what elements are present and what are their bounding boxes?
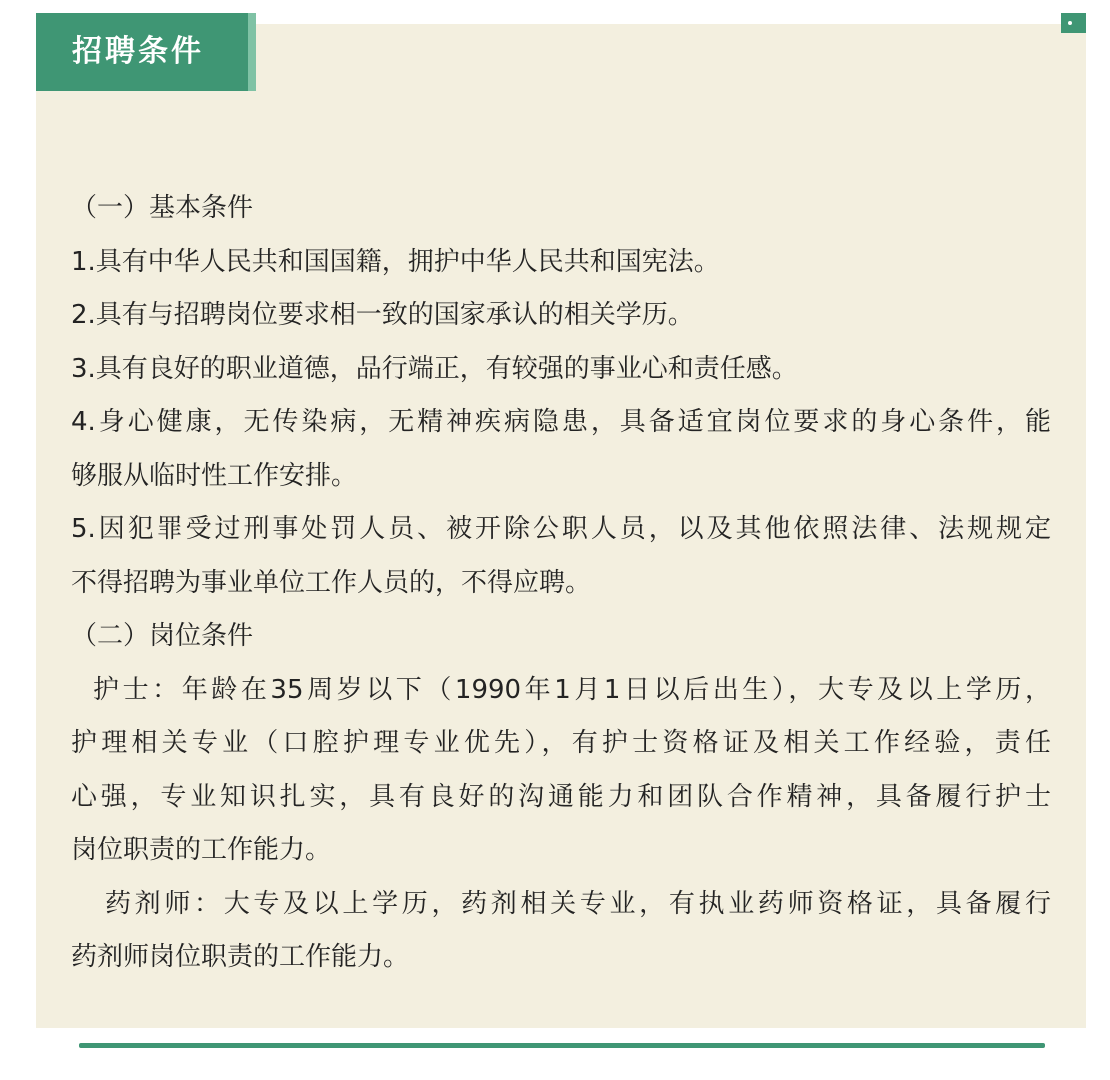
- page-title: 招聘条件: [72, 34, 204, 69]
- basic-conditions-heading: （一）基本条件: [71, 193, 254, 223]
- title-tab-edge: [248, 13, 256, 91]
- basic-condition-item: 5.因犯罪受过刑事处罚人员、被开除公职人员，以及其他依照法律、法规规定: [71, 514, 1051, 544]
- conditions-text: [71, 182, 1051, 985]
- dot-badge-icon: [1061, 13, 1086, 33]
- title-tab: [36, 13, 256, 91]
- basic-condition-item: 1.具有中华人民共和国国籍，拥护中华人民共和国宪法。: [71, 246, 720, 277]
- nurse-condition-line: 心强，专业知识扎实，具有良好的沟通能力和团队合作精神，具备履行护士: [71, 781, 1051, 812]
- basic-condition-item: 2.具有与招聘岗位要求相一致的国家承认的相关学历。: [71, 300, 694, 330]
- badge-dot: [1068, 21, 1072, 25]
- nurse-condition-line: 护士：年龄在35周岁以下（1990年1月1日以后出生），大专及以上学历，: [93, 674, 1051, 705]
- pharmacist-condition-line: 药剂师岗位职责的工作能力。: [71, 942, 410, 972]
- basic-condition-item: 3.具有良好的职业道德，品行端正，有较强的事业心和责任感。: [71, 353, 798, 384]
- position-conditions-heading: （二）岗位条件: [71, 621, 254, 651]
- basic-condition-item: 4.身心健康，无传染病，无精神疾病隐患，具备适宜岗位要求的身心条件，能: [71, 407, 1051, 437]
- basic-condition-item-continuation: 够服从临时性工作安排。: [71, 460, 358, 491]
- nurse-condition-line: 岗位职责的工作能力。: [71, 835, 332, 865]
- basic-condition-item-continuation: 不得招聘为事业单位工作人员的，不得应聘。: [71, 567, 592, 598]
- nurse-condition-line: 护理相关专业（口腔护理专业优先），有护士资格证及相关工作经验，责任: [71, 728, 1051, 758]
- pharmacist-condition-line: 药剂师：大专及以上学历，药剂相关专业，有执业药师资格证，具备履行: [105, 888, 1051, 919]
- bottom-divider: [79, 1043, 1045, 1048]
